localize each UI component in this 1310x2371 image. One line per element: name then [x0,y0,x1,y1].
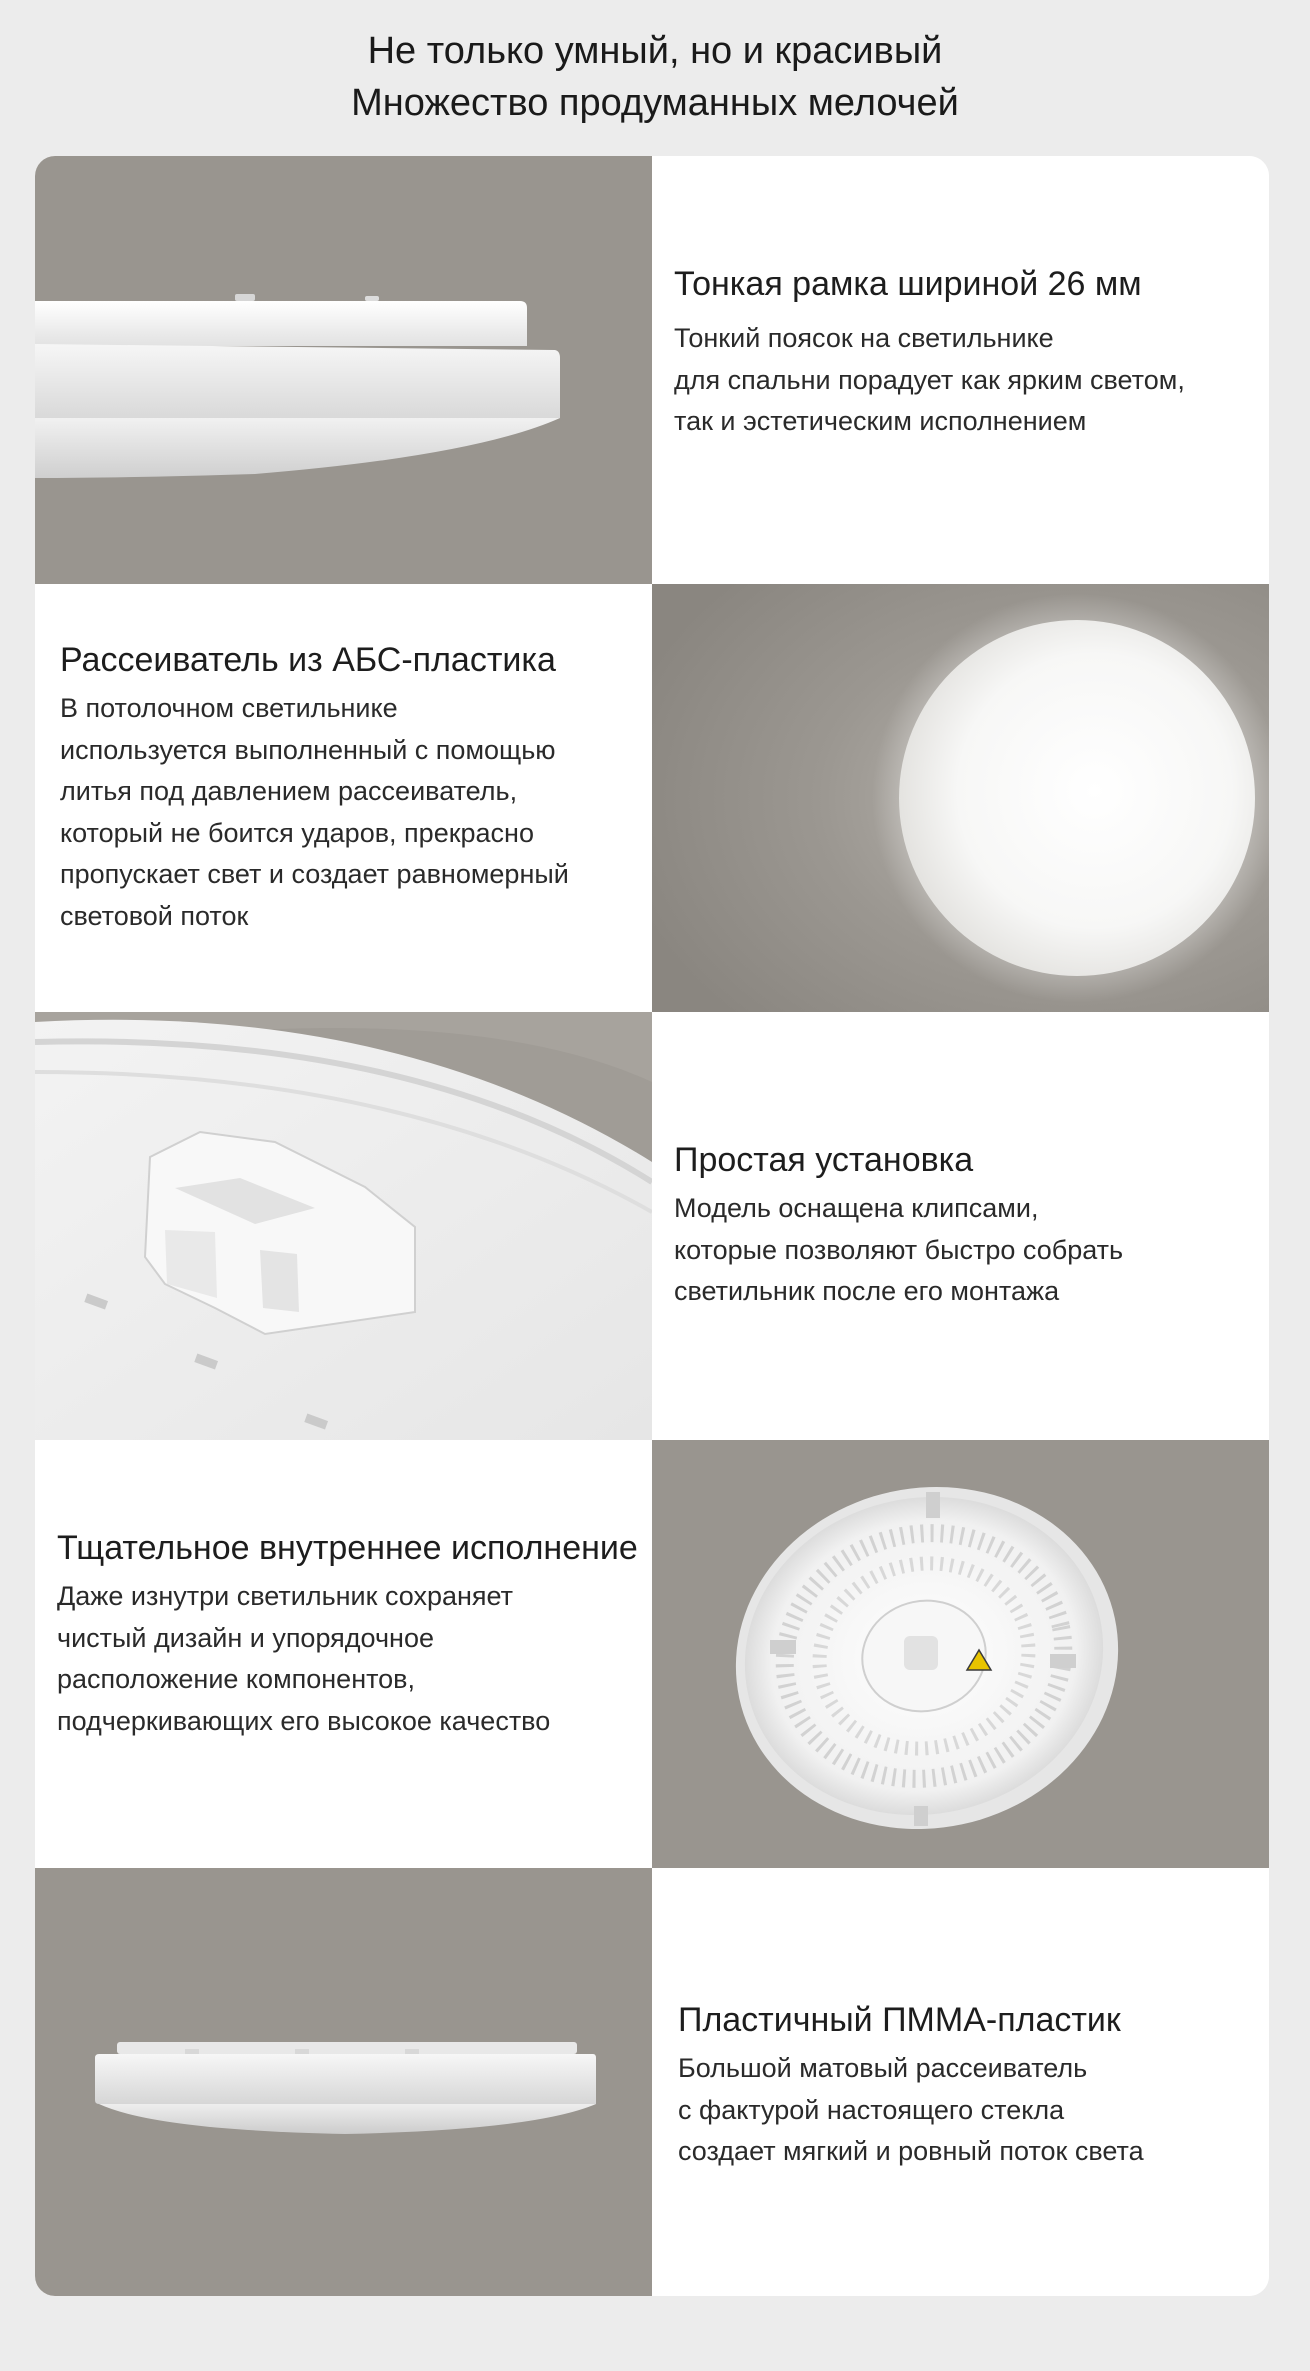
installation-text [652,1012,1269,1440]
page-title: Не только умный, но и красивый [367,30,943,72]
feature-row-installation [35,1012,1269,1440]
feature-description: В потолочном светильнике используется выполненный с помощью литья под давлением рассеиватель, который не боится ударов, прекрасно пропускает свет и создает равномерный световой поток [60,693,569,931]
feature-card [35,156,1269,2296]
feature-description: Большой матовый рассеиватель с фактурой настоящего стекла создает мягкий и ровный поток света [678,2053,1144,2166]
page-subtitle: Множество продуманных мелочей [351,82,959,124]
feature-title: Рассеиватель из АБС-пластика [60,641,556,679]
glowing-sphere-photo [652,584,1269,1012]
feature-description: Тонкий поясок на светильнике для спальни порадует как ярким светом, так и эстетическим исполнением [674,323,1185,436]
feature-row-thin-rim [35,156,1269,584]
lamp-side-photo [35,1868,652,2296]
feature-row-pmma [35,1868,1269,2296]
feature-row-internal [35,1440,1269,1868]
abs-diffuser-text [35,584,652,1012]
mounting-clip-photo [35,1012,652,1440]
page-header [0,0,1310,156]
feature-description: Даже изнутри светильник сохраняет чистый дизайн и упорядочное расположение компонентов, подчеркивающих его высокое качество [57,1581,551,1736]
internal-text [35,1440,652,1868]
feature-row-abs-diffuser [35,584,1269,1012]
thin-rim-text [652,156,1269,584]
pmma-text [652,1868,1269,2296]
feature-title: Тонкая рамка шириной 26 мм [674,265,1142,303]
feature-title: Простая установка [674,1141,974,1179]
feature-title: Пластичный ПММА-пластик [678,2001,1121,2039]
thin-rim-photo [35,156,652,584]
led-board-photo [652,1440,1269,1868]
feature-description: Модель оснащена клипсами, которые позволяют быстро собрать светильник после его монтажа [674,1193,1124,1306]
feature-title: Тщательное внутреннее исполнение [57,1529,638,1567]
